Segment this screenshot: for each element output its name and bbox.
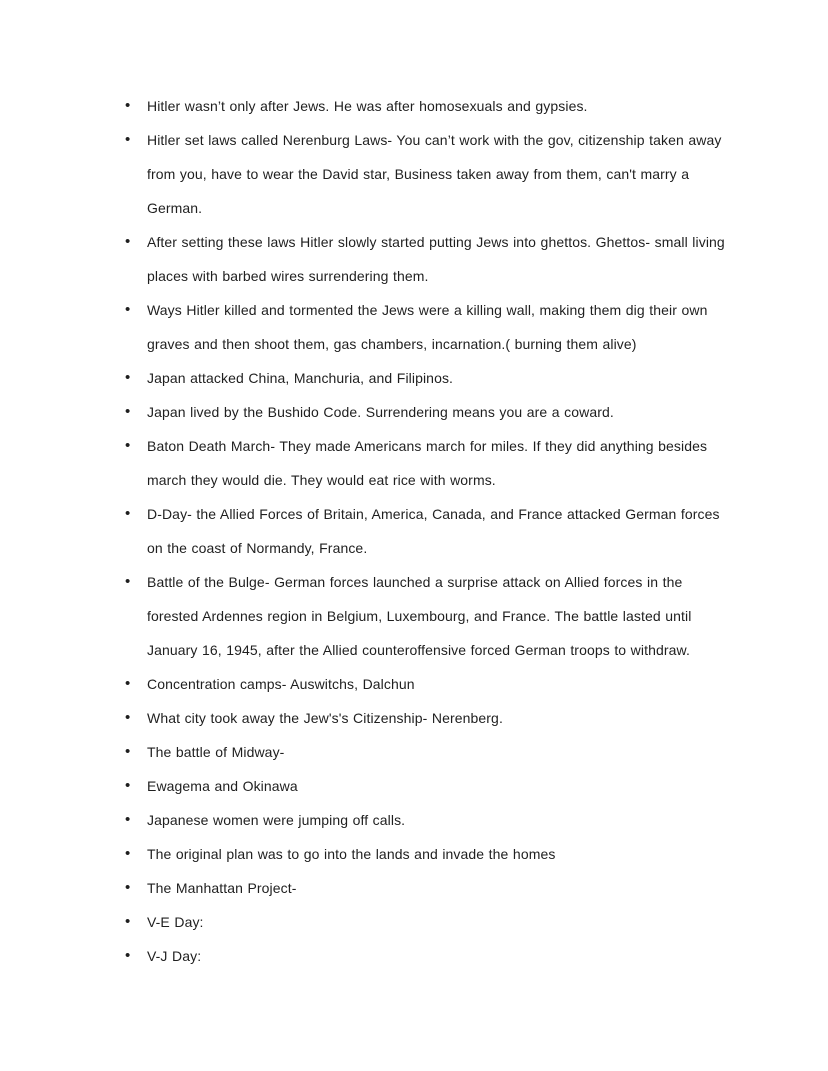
bullet-item: • Baton Death March- They made Americans march for miles. If they did anything besides march they would die. They would eat rice with worms. xyxy=(147,429,725,497)
bullet-item: • Battle of the Bulge- German forces launched a surprise attack on Allied forces in the forested Ardennes region in Belgium, Luxembourg, and France. The battle lasted until January 16, 1945, after the Allied counteroffensive forced German troops to withdraw. xyxy=(147,565,725,667)
bullet-list xyxy=(147,89,725,973)
bullet-item: • V-J Day: xyxy=(147,939,725,973)
bullet-item: • Hitler set laws called Nerenburg Laws- You can’t work with the gov, citizenship taken away from you, have to wear the David star, Business taken away from them, can't marry a German. xyxy=(147,123,725,225)
bullet-item: • Japan attacked China, Manchuria, and Filipinos. xyxy=(147,361,725,395)
bullet-item: • V-E Day: xyxy=(147,905,725,939)
bullet-item: • What city took away the Jew's's Citizenship- Nerenberg. xyxy=(147,701,725,735)
bullet-item: • The battle of Midway- xyxy=(147,735,725,769)
bullet-item: • Japan lived by the Bushido Code. Surrendering means you are a coward. xyxy=(147,395,725,429)
bullet-item: • Hitler wasn’t only after Jews. He was after homosexuals and gypsies. xyxy=(147,89,725,123)
bullet-item: • Concentration camps- Auswitchs, Dalchun xyxy=(147,667,725,701)
bullet-item: • D-Day- the Allied Forces of Britain, America, Canada, and France attacked German forces on the coast of Normandy, France. xyxy=(147,497,725,565)
bullet-item: • Japanese women were jumping off calls. xyxy=(147,803,725,837)
bullet-item: • The original plan was to go into the lands and invade the homes xyxy=(147,837,725,871)
bullet-item: • After setting these laws Hitler slowly started putting Jews into ghettos. Ghettos- small living places with barbed wires surrendering them. xyxy=(147,225,725,293)
bullet-item: • The Manhattan Project- xyxy=(147,871,725,905)
bullet-item: • Ewagema and Okinawa xyxy=(147,769,725,803)
bullet-item: • Ways Hitler killed and tormented the Jews were a killing wall, making them dig their own graves and then shoot them, gas chambers, incarnation.( burning them alive) xyxy=(147,293,725,361)
